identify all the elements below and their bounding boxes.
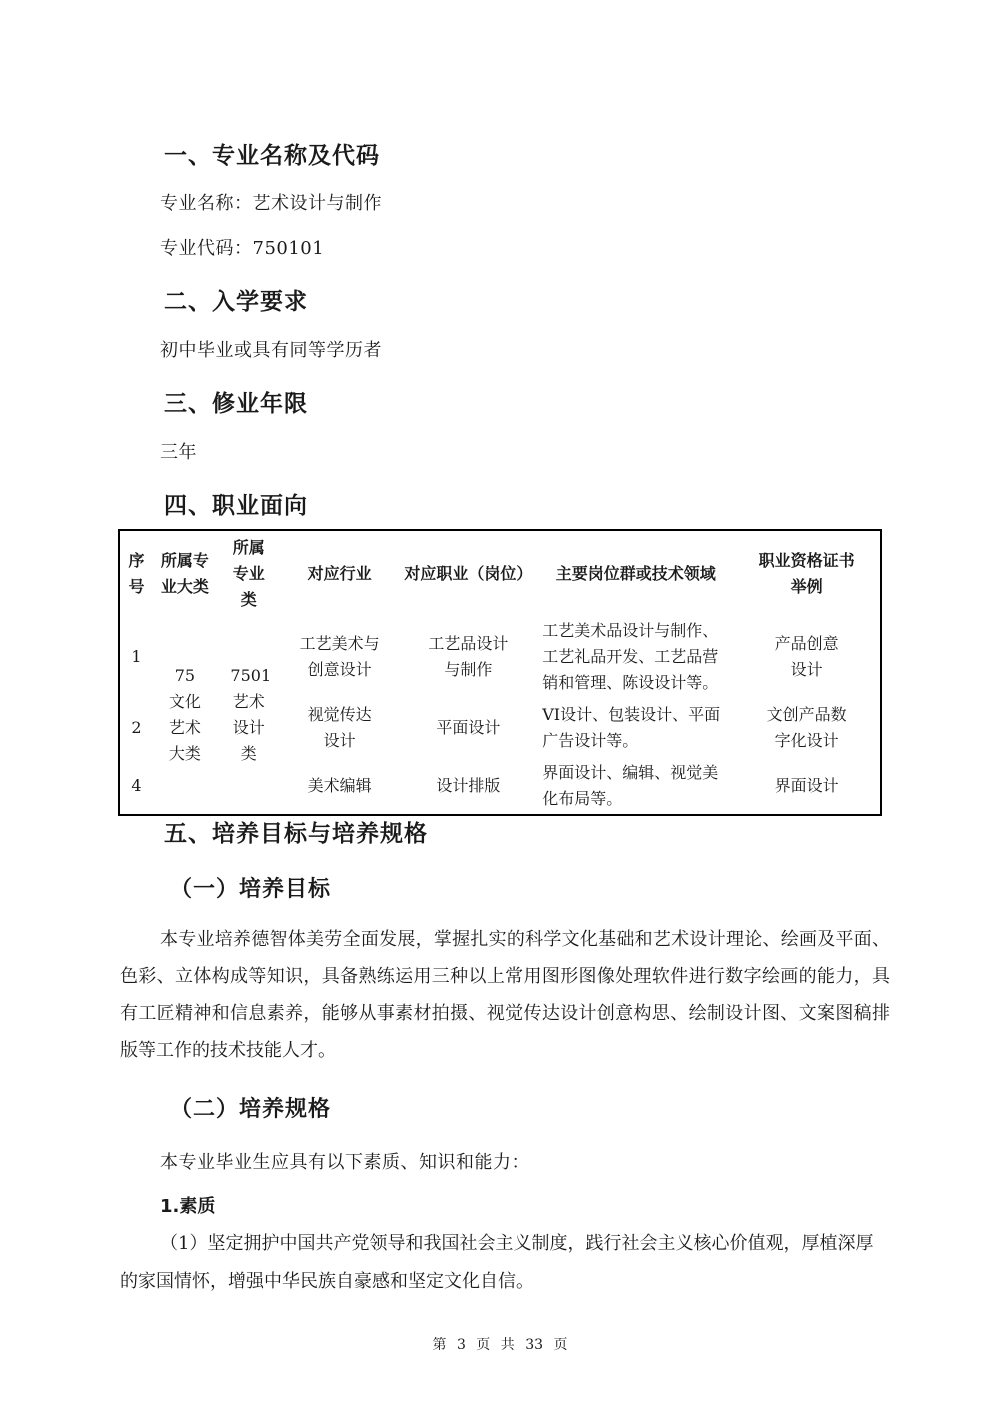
- quality-item: （1）坚定拥护中国共产党领导和我国社会主义制度，践行社会主义核心价值观，厚植深厚的家国情怀，增强中华民族自豪感和坚定文化自信。: [120, 1233, 874, 1292]
- header-occupation: 对应职业（岗位）: [404, 563, 533, 583]
- admission-requirement: 初中毕业或具有同等学历者: [160, 340, 382, 361]
- major-code: 专业代码：750101: [160, 238, 325, 259]
- header-major-category: 所属专业大类: [160, 550, 209, 596]
- specs-intro: 本专业毕业生应具有以下素质、知识和能力：: [160, 1152, 530, 1173]
- field-cell: VI设计、包装设计、平面广告设计等。: [542, 705, 721, 750]
- subsection-title-specs: （二）培养规格: [170, 1097, 332, 1122]
- industry-cell: 视觉传达设计: [307, 705, 372, 750]
- section-title-admission: 二、入学要求: [164, 289, 308, 315]
- header-industry: 对应行业: [307, 563, 372, 583]
- table-row: [119, 616, 881, 698]
- section-title-duration: 三、修业年限: [164, 391, 308, 417]
- certificate-cell: 文创产品数字化设计: [766, 705, 847, 750]
- study-duration: 三年: [160, 442, 197, 463]
- section-title-major: 一、专业名称及代码: [164, 143, 380, 169]
- industry-cell: 美术编辑: [307, 776, 372, 795]
- header-certificate: 职业资格证书举例: [758, 550, 855, 596]
- section-title-career: 四、职业面向: [164, 493, 308, 519]
- row-no: 4: [131, 776, 142, 795]
- occupation-cell: 设计排版: [436, 776, 501, 795]
- major-category-cell: 75 文化艺术大类: [168, 666, 201, 763]
- field-cell: 工艺美术品设计与制作、工艺礼品开发、工艺品营销和管理、陈设设计等。: [542, 621, 719, 692]
- certificate-cell: 产品创意设计: [774, 634, 839, 679]
- occupation-cell: 工艺品设计与制作: [428, 634, 509, 679]
- career-table: [118, 529, 882, 816]
- header-field: 主要岗位群或技术领域: [555, 563, 716, 583]
- industry-cell: 工艺美术与创意设计: [299, 634, 380, 679]
- row-no: 2: [131, 718, 142, 737]
- major-name: 专业名称：艺术设计与制作: [160, 193, 382, 214]
- major-class-cell: 7501 艺术设计类: [230, 666, 272, 763]
- header-no: 序号: [128, 550, 145, 596]
- section-title-objectives: 五、培养目标与培养规格: [164, 821, 428, 847]
- field-cell: 界面设计、编辑、视觉美化布局等。: [542, 763, 719, 808]
- goal-paragraph: 本专业培养德智体美劳全面发展，掌握扎实的科学文化基础和艺术设计理论、绘画及平面、色彩、立体构成等知识，具备熟练运用三种以上常用图形图像处理软件进行数字绘画的能力，具有工匠精神和信息素养，能够从事素材拍摄、视觉传达设计创意构思、绘制设计图、文案图稿排版等工作的技术技能人才。: [120, 929, 890, 1061]
- header-major-class: 所属专业类: [232, 537, 265, 609]
- page-footer: 第 3 页 共 33 页: [432, 1337, 568, 1353]
- row-no: 1: [131, 647, 142, 666]
- quality-heading: 1.素质: [160, 1196, 216, 1217]
- table-header-row: [119, 530, 881, 616]
- subsection-title-goal: （一）培养目标: [170, 877, 332, 902]
- occupation-cell: 平面设计: [436, 718, 501, 737]
- certificate-cell: 界面设计: [774, 776, 839, 795]
